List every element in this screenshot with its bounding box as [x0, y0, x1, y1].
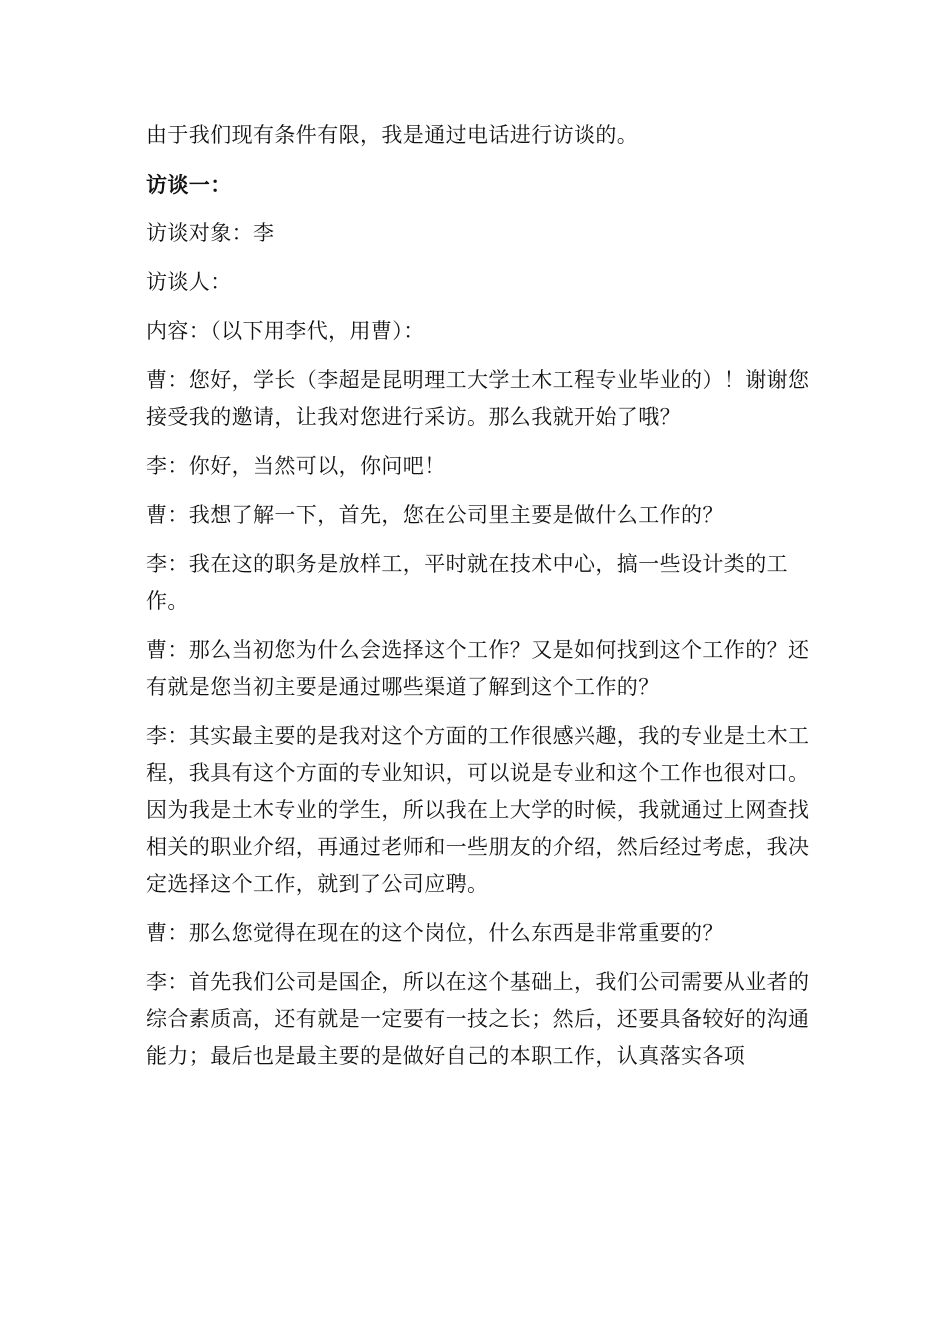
interviewee-line: 访谈对象：李 — [146, 221, 275, 245]
dialogue-paragraph: 李：其实最主要的是我对这个方面的工作很感兴趣，我的专业是土木工程，我具有这个方面的专业知识，可以说是专业和这个工作也很对口。因为我是土木专业的学生，所以我在上大学的时候，我就通过上网查找相关的职业介绍，再通过老师和一些朋友的介绍，然后经过考虑，我决定选择这个工作，就到了公司应聘。 — [146, 724, 810, 896]
dialogue-paragraph: 曹：您好，学长（李超是昆明理工大学土木工程专业毕业的）！谢谢您接受我的邀请，让我对您进行采访。那么我就开始了哦？ — [146, 368, 810, 429]
dialogue-paragraph: 曹：那么当初您为什么会选择这个工作？又是如何找到这个工作的？还有就是您当初主要是通过哪些渠道了解到这个工作的？ — [146, 638, 810, 699]
section-heading: 访谈一： — [146, 172, 232, 197]
dialogue-paragraph: 李：我在这的职务是放样工，平时就在技术中心，搞一些设计类的工作。 — [146, 552, 788, 613]
content-note: 内容：（以下用李代，用曹）： — [146, 319, 425, 343]
dialogue-paragraph: 李：首先我们公司是国企，所以在这个基础上，我们公司需要从业者的综合素质高，还有就是一定要有一技之长；然后，还要具备较好的沟通能力；最后也是最主要的是做好自己的本职工作，认真落实各项 — [146, 970, 810, 1068]
interviewer-line: 访谈人： — [146, 270, 232, 294]
dialogue-paragraph: 曹：那么您觉得在现在的这个岗位，什么东西是非常重要的？ — [146, 921, 724, 945]
intro-paragraph: 由于我们现有条件有限，我是通过电话进行访谈的。 — [146, 123, 639, 147]
dialogue-paragraph: 曹：我想了解一下，首先，您在公司里主要是做什么工作的？ — [146, 503, 724, 527]
dialogue-paragraph: 李：你好，当然可以，你问吧！ — [146, 454, 446, 478]
document-body — [146, 117, 812, 1075]
